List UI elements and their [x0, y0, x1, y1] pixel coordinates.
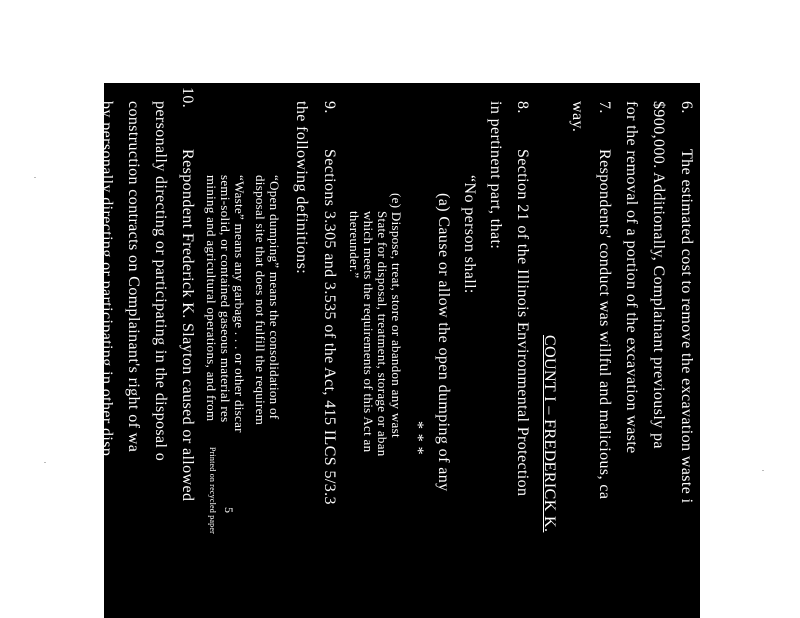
paragraph-6-line-3: for the removal of a portion of the excavation waste: [623, 101, 640, 454]
quote-intro: “No person shall:: [461, 175, 478, 294]
scan-speck: [44, 462, 46, 463]
paragraph-8-line-2: in pertinent part, that:: [487, 101, 504, 250]
recycled-paper-footer: Printed on recycled paper: [208, 447, 217, 534]
quote-item-e-line-3: which meets the requirements of this Act an: [361, 211, 376, 453]
paragraph-10-number: 10.: [179, 87, 196, 109]
definition-waste-line-2: semi-solid, or contained gaseous material res: [218, 175, 233, 423]
scan-speck: [34, 177, 36, 178]
paragraph-10-line-4: by personally directing or participating in other disp: [98, 101, 115, 457]
scanned-page: [71, 83, 700, 618]
quote-item-e-line-4: thereunder.”: [347, 211, 362, 279]
quote-ellipsis: * * *: [409, 421, 426, 455]
paragraph-8-number: 8.: [514, 101, 531, 114]
paragraph-10-line-1: Respondent Frederick K. Slayton caused or allowed: [179, 149, 196, 502]
paragraph-7-line-2: way.: [569, 101, 586, 133]
paragraph-6-line-1: The estimated cost to remove the excavation waste i: [678, 149, 695, 504]
definition-waste-line-1: “Waste” means any garbage . . . or other discar: [232, 175, 247, 433]
paragraph-9-number: 9.: [321, 101, 338, 114]
paragraph-8-line-1: Section 21 of the Illinois Environmental Protection: [514, 149, 531, 497]
definition-open-dumping-line-2: disposal site that does not fulfill the requirem: [253, 175, 268, 426]
definition-waste-line-3: mining and agricultural operations, and from: [204, 175, 219, 422]
paragraph-10-line-5: of way.: [71, 101, 88, 151]
paragraph-7-number: 7.: [596, 101, 613, 114]
scan-speck: [762, 470, 764, 471]
paragraph-6-number: 6.: [678, 101, 695, 114]
quote-item-e-line-1: (e) Dispose, treat, store or abandon any wast: [389, 193, 404, 438]
paragraph-9-line-1: Sections 3.305 and 3.535 of the Act, 415 ILCS 5/3.3: [321, 149, 338, 505]
paragraph-10-line-2: personally directing or participating in the disposal o: [152, 101, 169, 462]
paragraph-7-line-1: Respondents' conduct was willful and malicious, ca: [596, 149, 613, 500]
quote-item-e-line-2: State for disposal, treatment, storage or aban: [375, 211, 390, 457]
definition-open-dumping-line-1: “Open dumping” means the consolidation of: [267, 175, 282, 420]
page-number: 5: [222, 507, 236, 514]
count-heading: COUNT I – FREDERICK K.: [541, 335, 558, 533]
quote-item-a: (a) Cause or allow the open dumping of any: [435, 193, 452, 492]
rotated-page-content: [71, 83, 700, 618]
paragraph-9-line-2: the following definitions:: [293, 101, 310, 275]
paragraph-10-line-3: construction contracts on Complainant's right of wa: [125, 101, 142, 453]
paragraph-6-line-2: $900,000. Additionally, Complainant previously pa: [650, 101, 667, 449]
